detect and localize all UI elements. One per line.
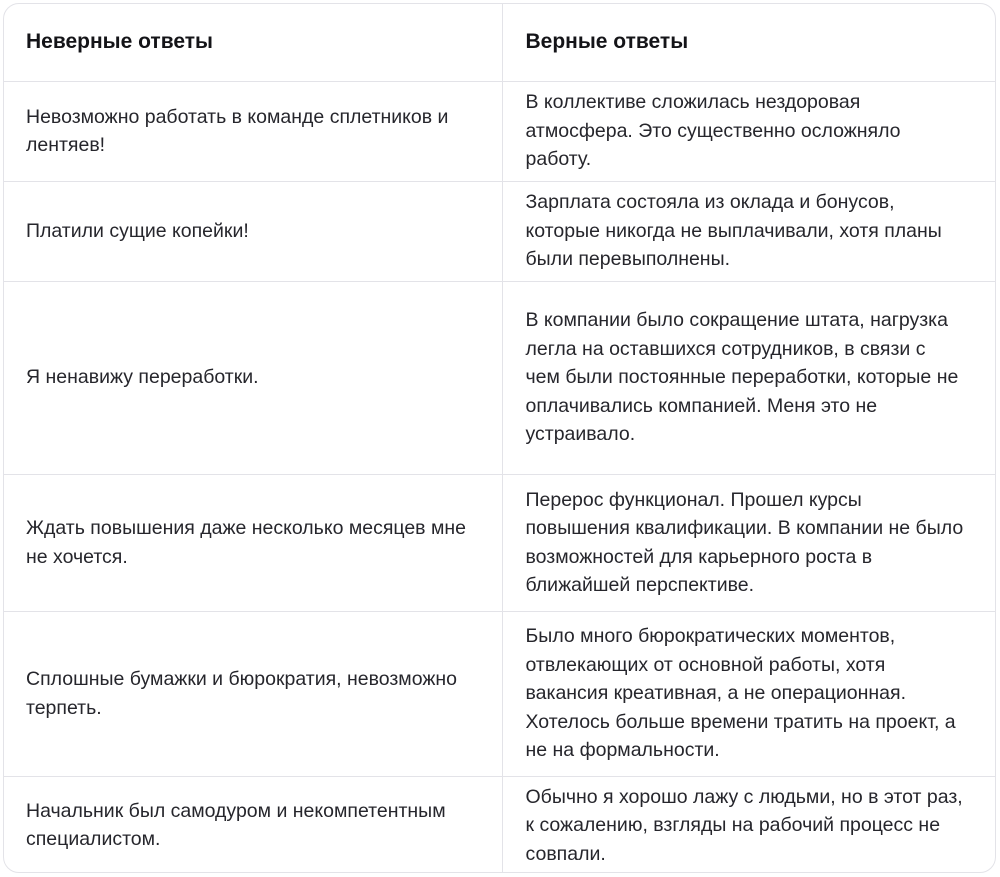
table-row	[4, 81, 995, 181]
wrong-answer-cell: Невозможно работать в команде сплетников и лентяев!	[4, 81, 502, 181]
table-row	[4, 776, 995, 873]
header-right-answers: Верные ответы	[502, 4, 995, 81]
right-answer-cell: Было много бюрократических моментов, отвлекающих от основной работы, хотя вакансия креативная, а не операционная. Хотелось больше времени тратить на проект, а не на формальности.	[502, 611, 995, 776]
answers-table	[3, 3, 996, 873]
wrong-answer-cell: Платили сущие копейки!	[4, 181, 502, 281]
wrong-answer-cell: Я ненавижу переработки.	[4, 281, 502, 474]
table-row	[4, 181, 995, 281]
table-row	[4, 474, 995, 611]
wrong-answer-cell: Ждать повышения даже несколько месяцев мне не хочется.	[4, 474, 502, 611]
wrong-answer-cell: Сплошные бумажки и бюрократия, невозможно терпеть.	[4, 611, 502, 776]
right-answer-cell: Перерос функционал. Прошел курсы повышения квалификации. В компании не было возможностей для карьерного роста в ближайшей перспективе.	[502, 474, 995, 611]
table-row	[4, 281, 995, 474]
table-row	[4, 611, 995, 776]
right-answer-cell: Обычно я хорошо лажу с людьми, но в этот раз, к сожалению, взгляды на рабочий процесс не совпали.	[502, 776, 995, 873]
wrong-answer-cell: Начальник был самодуром и некомпетентным специалистом.	[26, 799, 446, 851]
table-header-row	[4, 4, 995, 81]
right-answer-cell: В коллективе сложилась нездоровая атмосфера. Это существенно осложняло работу.	[502, 81, 995, 181]
answers-table-grid	[4, 4, 995, 873]
header-wrong-answers: Неверные ответы	[4, 4, 502, 81]
right-answer-cell: Зарплата состояла из оклада и бонусов, которые никогда не выплачивали, хотя планы были перевыполнены.	[502, 181, 995, 281]
right-answer-cell: В компании было сокращение штата, нагрузка легла на оставшихся сотрудников, в связи с чем были постоянные переработки, которые не оплачивались компанией. Меня это не устраивало.	[502, 281, 995, 474]
